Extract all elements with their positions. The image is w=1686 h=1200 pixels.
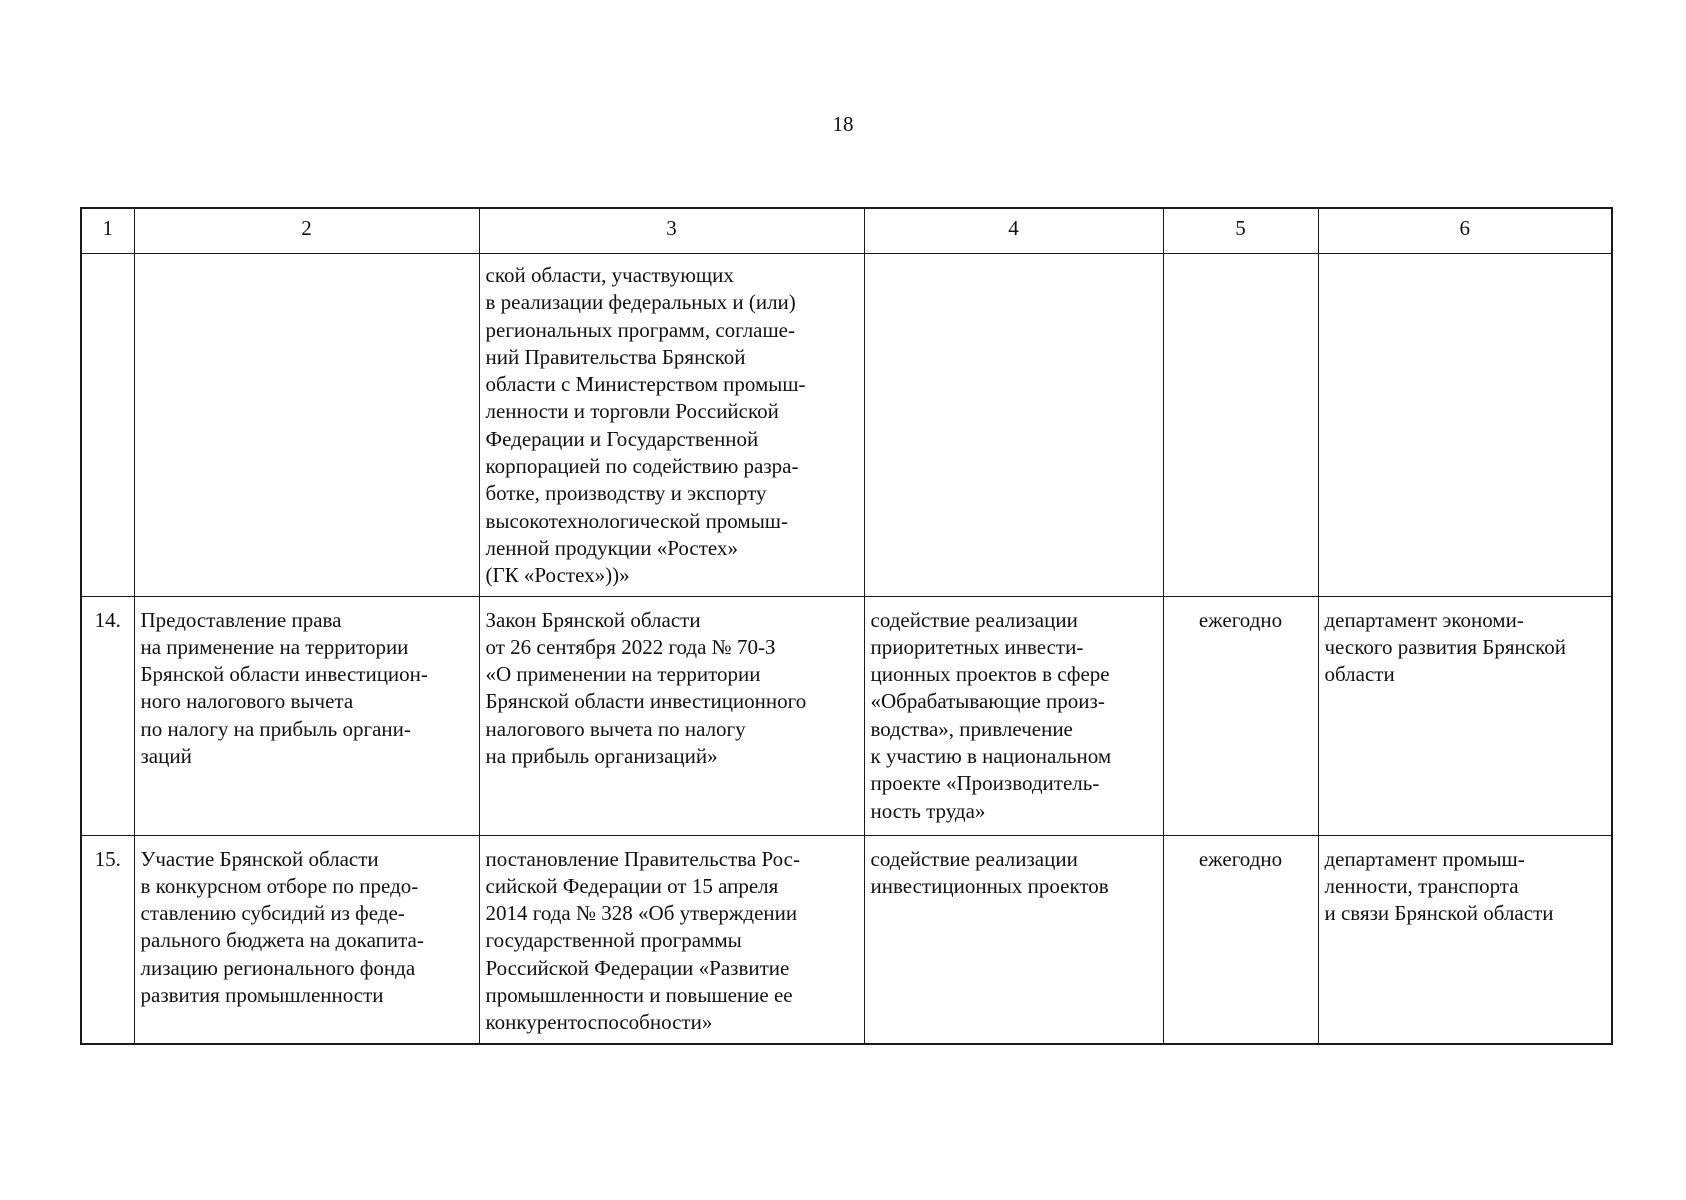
table-header-row [81,208,1612,254]
executor-cell: департамент экономи- ческого развития Брянской области [1318,596,1612,835]
period-cell [1163,254,1318,597]
legal-basis-cell: Закон Брянской области от 26 сентября 2022 года № 70-З «О применении на территории Брянской области инвестиционного налогового вычета по налогу на прибыль организаций» [479,596,864,835]
row-number-cell [81,254,134,597]
expected-result-cell [864,254,1163,597]
table-row-continuation [81,254,1612,597]
page-number: 18 [832,112,854,136]
column-header: 1 [81,208,134,254]
measure-cell: Участие Брянской области в конкурсном отборе по предо- ставлению субсидий из феде- рального бюджета на докапита- лизацию регионального фонда развития промышленности [134,835,479,1044]
legal-basis-cell: ской области, участвующих в реализации федеральных и (или) региональных программ, соглаше- ний Правительства Брянской области с Министерством промыш- ленности и торговли Российской Федерации и Государственной корпорацией по содействию разра- ботке, производству и экспорту высокотехнологической промыш- ленной продукции «Ростех» (ГК «Ростех»))» [479,254,864,597]
column-header: 4 [864,208,1163,254]
column-header: 6 [1318,208,1612,254]
expected-result-cell: содействие реализации приоритетных инвести- ционных проектов в сфере «Обрабатывающие произ- водства», привлечение к участию в национальном проекте «Производитель- ность труда» [864,596,1163,835]
measure-cell [134,254,479,597]
expected-result-cell: содействие реализации инвестиционных проектов [864,835,1163,1044]
period-cell: ежегодно [1163,596,1318,835]
row-number-cell: 14. [81,596,134,835]
measure-cell: Предоставление права на применение на территории Брянской области инвестицион- ного налогового вычета по налогу на прибыль органи- заций [134,596,479,835]
executor-cell: департамент промыш- ленности, транспорта и связи Брянской области [1318,835,1612,1044]
measures-table [80,207,1613,1045]
table-row [81,835,1612,1044]
column-header: 2 [134,208,479,254]
period-cell: ежегодно [1163,835,1318,1044]
table-row [81,596,1612,835]
column-header: 5 [1163,208,1318,254]
executor-cell [1318,254,1612,597]
row-number-cell: 15. [81,835,134,1044]
legal-basis-cell: постановление Правительства Рос- сийской Федерации от 15 апреля 2014 года № 328 «Об утверждении государственной программы Российской Федерации «Развитие промышленности и повышение ее конкурентоспособности» [479,835,864,1044]
column-header: 3 [479,208,864,254]
